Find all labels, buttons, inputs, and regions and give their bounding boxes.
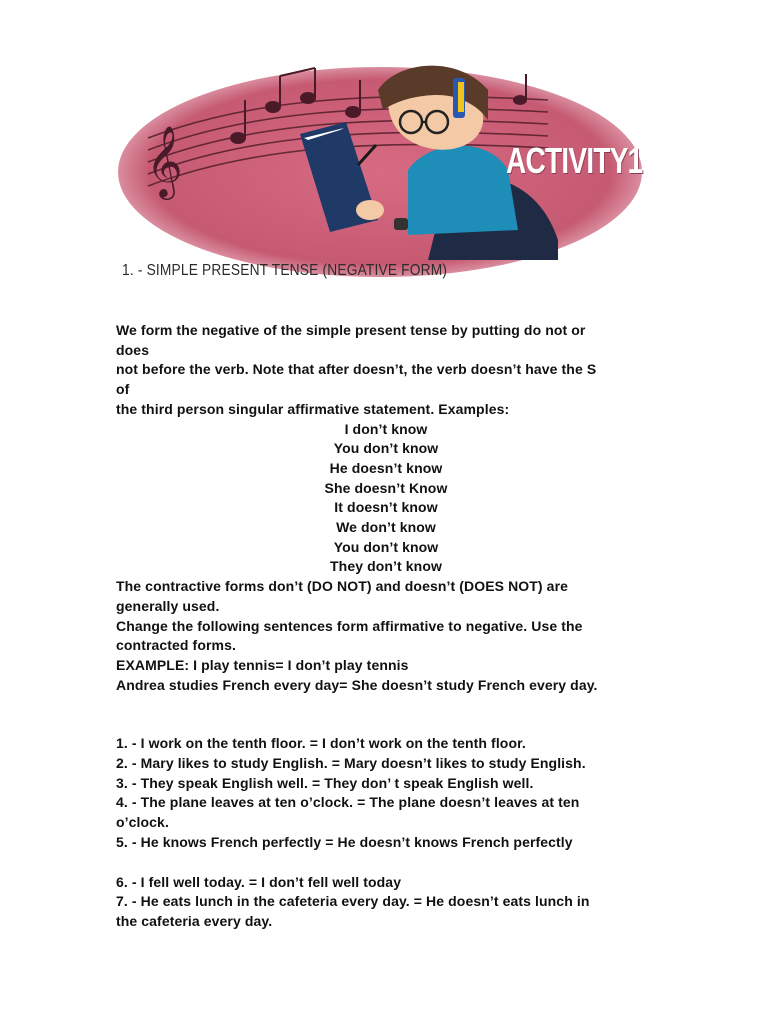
exercise-line: 5. - He knows French perfectly = He doesn’t knows French perfectly (116, 833, 573, 850)
exercise-line: 3. - They speak English well. = They don’ t speak English well. (116, 774, 534, 791)
explanation-line: The contractive forms don’t (DO NOT) and doesn’t (DOES NOT) are (116, 578, 569, 595)
example-line: I don’t know (344, 420, 428, 437)
example-line: We don’t know (336, 519, 436, 536)
explanation-line: EXAMPLE: I play tennis= I don’t play tennis (116, 656, 409, 673)
example-line: She doesn’t Know (324, 479, 448, 496)
exercise-line: the cafeteria every day. (116, 912, 273, 929)
intro-line: of (116, 381, 130, 398)
example-line: It doesn’t know (334, 499, 438, 516)
svg-text:𝄞: 𝄞 (146, 124, 183, 197)
exercise-line: 4. - The plane leaves at ten o’clock. = The plane doesn’t leaves at ten (116, 794, 580, 811)
intro-line: not before the verb. Note that after doesn’t, the verb doesn’t have the S (116, 361, 597, 378)
exercise-line: 2. - Mary likes to study English. = Mary doesn’t likes to study English. (116, 755, 586, 772)
intro-line: the third person singular affirmative statement. Examples: (116, 400, 510, 417)
explanation-line: Change the following sentences form affirmative to negative. Use the (116, 617, 583, 634)
example-line: You don’t know (333, 440, 439, 457)
treble-clef-icon (146, 124, 183, 200)
activity-title: ACTIVITY1 (506, 140, 643, 181)
explanation-line: contracted forms. (116, 637, 236, 654)
exercise-line: 6. - I fell well today. = I don’t fell well today (116, 873, 402, 890)
example-line: You don’t know (333, 538, 439, 555)
explanation-line: generally used. (116, 597, 220, 614)
example-line: They don’t know (330, 558, 442, 575)
exercise-line: o’clock. (116, 814, 169, 831)
exercise-line: 1. - I work on the tenth floor. = I don’t work on the tenth floor. (116, 735, 526, 752)
lesson-body (116, 321, 656, 932)
section-heading: 1. - SIMPLE PRESENT TENSE (NEGATIVE FORM) (122, 262, 448, 279)
example-line: He doesn’t know (329, 459, 443, 476)
explanation-line: Andrea studies French every day= She doesn’t study French every day. (116, 676, 598, 693)
exercise-line: 7. - He eats lunch in the cafeteria every day. = He doesn’t eats lunch in (116, 893, 590, 910)
intro-line: does (116, 341, 150, 358)
intro-line: We form the negative of the simple present tense by putting do not or (116, 322, 586, 338)
